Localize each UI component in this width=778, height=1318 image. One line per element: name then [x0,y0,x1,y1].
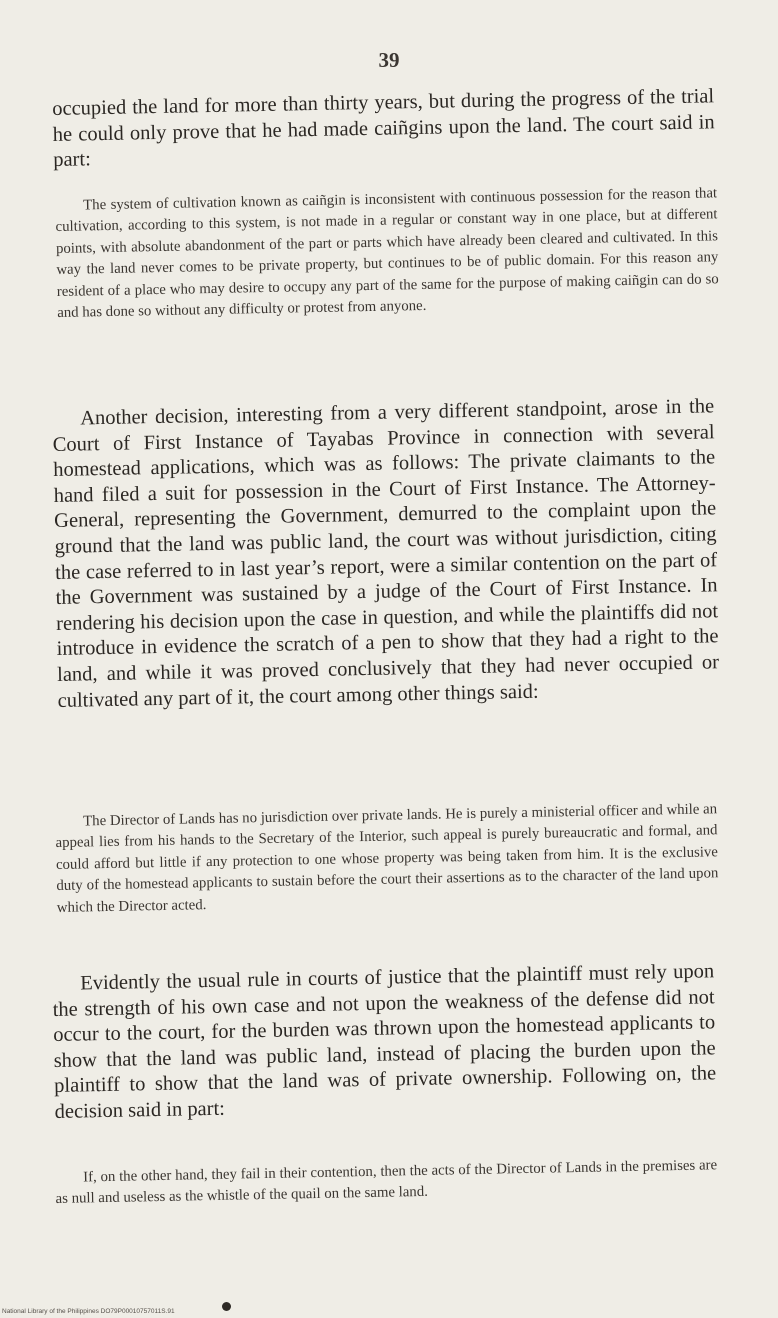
block-quote-cainigin: The system of cultivation known as caiñgin is inconsistent with continuous possession for the reason that cultivation, according to this system, is not made in a regular or constant way in one place, but at different points, with absolute abandonment of the part or parts which have already been cleared and cultivated. In this way the land never comes to be private property, but continues to be of public domain. For this reason any resident of a place who may desire to occupy any part of the same for the purpose of making caiñgin can do so and has done so without any difficulty or protest from anyone. [55,185,719,322]
paragraph-tayabas-decision: Another decision, interesting from a very different standpoint, arose in the Court of First Instance of Tayabas Province in connection with several homestead applications, which was as follows: The private claimants to the hand filed a suit for possession in the Court of First Instance. The Attorney-General, representing the Government, demurred to the complaint upon the ground that the land was public land, the court was without jurisdiction, citing the case referred to in last year’s report, were a similar contention on the part of the Government was sustained by a judge of the Court of First Instance. In rendering his decision upon the case in question, and while the plaintiffs did not introduce in evidence the scratch of a pen to show that they had a right to the land, and while it was proved conclusively that they had never occupied or cultivated any part of it, the court among other things said: [52,395,720,712]
page-number: 39 [378,48,400,72]
block-quote-quail-whistle: If, on the other hand, they fail in their contention, then the acts of the Director of Lands in the premises are as null and useless as the whistle of the quail on the same land. [55,1157,718,1208]
paragraph-continuation: occupied the land for more than thirty years, but during the progress of the trial he could only prove that he had made caiñgins upon the land. The court said in part: [52,85,715,172]
block-quote-director-of-lands: The Director of Lands has no jurisdiction over private lands. He is purely a ministerial officer and while an appeal lies from his hands to the Secretary of the Interior, such appeal is purely bureaucratic and formal, and could afford but little if any protection to one whose property was being taken from him. It is the exclusive duty of the homestead applicants to sustain before the court their assertions as to the character of the land upon which the Director acted. [55,801,719,916]
footer-bullet-mark [222,1302,231,1311]
scan-source-footer: National Library of the Philippines DO79P00010757011S.91 [2,1308,175,1315]
paragraph-usual-rule: Evidently the usual rule in courts of justice that the plaintiff must rely upon the strength of his own case and not upon the weakness of the defense did not occur to the court, for the burden was thrown upon the homestead applicants to show that the land was public land, instead of placing the burden upon the plaintiff to show that the land was of private ownership. Following on, the decision said in part: [52,960,717,1123]
